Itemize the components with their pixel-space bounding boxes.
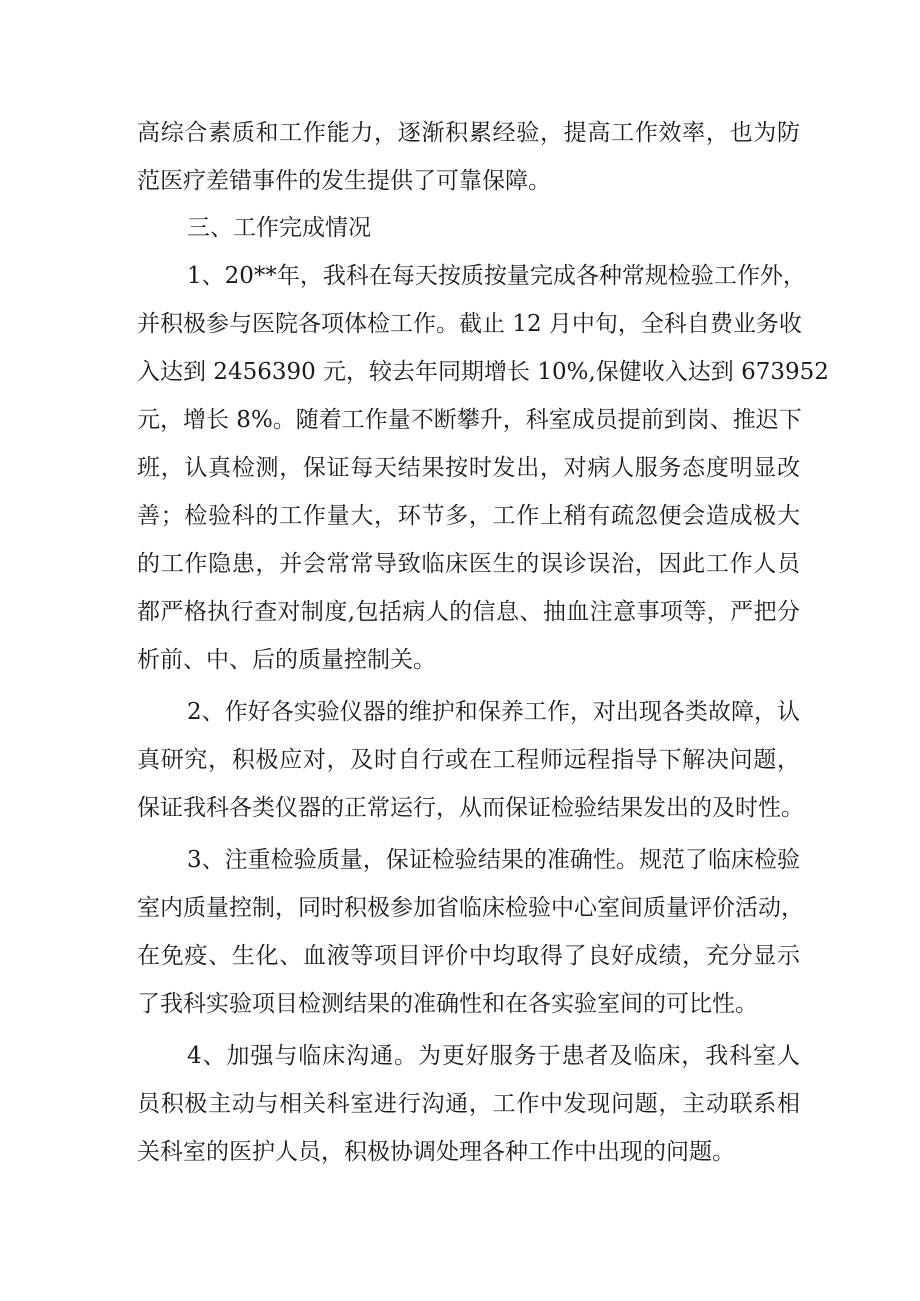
text-line: 善；检验科的工作量大，环节多，工作上稍有疏忽便会造成极大 [137,503,800,529]
text-line: 范医疗差错事件的发生提供了可靠保障。 [137,168,551,194]
text-line: 都严格执行查对制度,包括病人的信息、抽血注意事项等，严把分 [137,599,800,625]
text-line: 元，增长 8%。随着工作量不断攀升，科室成员提前到岗、推迟下 [137,407,802,433]
text-line: 室内质量控制，同时积极参加省临床检验中心室间质量评价活动， [137,895,804,921]
text-line: 关科室的医护人员，积极协调处理各种工作中出现的问题。 [137,1139,735,1165]
text-line: 的工作隐患，并会常常导致临床医生的误诊误治，因此工作人员 [137,551,800,577]
text-line: 入达到 2456390 元，较去年同期增长 10%,保健收入达到 673952 [137,359,829,385]
text-line: 4、加强与临床沟通。为更好服务于患者及临床，我科室人 [187,1043,800,1069]
section-heading: 三、工作完成情况 [187,215,371,241]
text-line: 析前、中、后的质量控制关。 [137,647,436,673]
text-line: 真研究，积极应对，及时自行或在工程师远程指导下解决问题， [137,747,800,773]
text-line: 3、注重检验质量，保证检验结果的准确性。规范了临床检验 [187,847,800,873]
text-line: 员积极主动与相关科室进行沟通，工作中发现问题，主动联系相 [137,1091,800,1117]
text-line: 2、作好各实验仪器的维护和保养工作，对出现各类故障，认 [187,699,800,725]
text-line: 1、20**年，我科在每天按质按量完成各种常规检验工作外， [187,263,806,289]
text-line: 班，认真检测，保证每天结果按时发出，对病人服务态度明显改 [137,455,800,481]
text-line: 并积极参与医院各项体检工作。截止 12 月中旬，全科自费业务收 [137,311,802,337]
text-line: 了我科实验项目检测结果的准确性和在各实验室间的可比性。 [137,991,758,1017]
text-line: 保证我科各类仪器的正常运行，从而保证检验结果发出的及时性。 [137,795,804,821]
text-line: 在免疫、生化、血液等项目评价中均取得了良好成绩，充分显示 [137,943,800,969]
text-line: 高综合素质和工作能力，逐渐积累经验，提高工作效率，也为防 [137,120,800,146]
